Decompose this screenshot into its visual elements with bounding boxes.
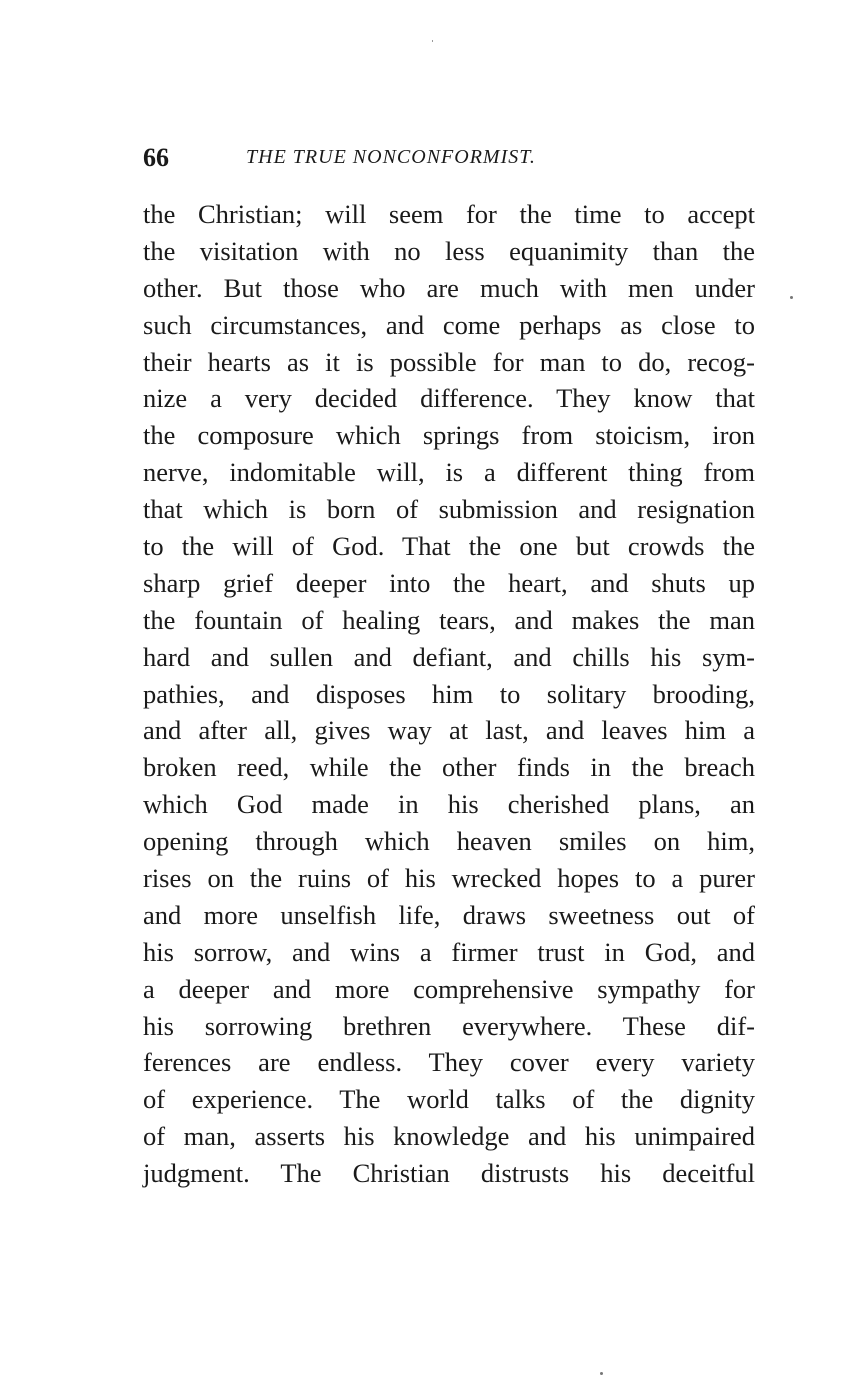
text-line <box>143 823 755 860</box>
text-line-content: that which is born of submission and resignation <box>143 494 755 525</box>
text-line <box>143 380 755 417</box>
text-line-content: their hearts as it is possible for man to do, recog- <box>143 346 755 377</box>
text-line-content: such circumstances, and come perhaps as close to <box>143 309 755 340</box>
text-line <box>143 528 755 565</box>
text-line <box>143 934 755 971</box>
text-line-content: broken reed, while the other finds in the breach <box>143 752 755 783</box>
scan-speck <box>790 296 793 299</box>
text-line <box>143 897 755 934</box>
text-line-content: the fountain of healing tears, and makes the man <box>143 604 755 635</box>
text-line-content: opening through which heaven smiles on him, <box>143 826 755 857</box>
text-line-content: to the will of God. That the one but crowds the <box>143 531 755 562</box>
text-line <box>143 454 755 491</box>
text-line <box>143 307 755 344</box>
text-line <box>143 712 755 749</box>
text-line <box>143 676 755 713</box>
text-line-content: of man, asserts his knowledge and his unimpaired <box>143 1121 755 1152</box>
scan-speck <box>432 40 433 42</box>
text-line <box>143 639 755 676</box>
text-line <box>143 749 755 786</box>
text-line-content: hard and sullen and defiant, and chills his sym- <box>143 641 755 672</box>
text-line-content: which God made in his cherished plans, an <box>143 789 755 820</box>
text-line <box>143 270 755 307</box>
text-line <box>143 1155 755 1192</box>
text-line <box>143 1118 755 1155</box>
text-line-content: and after all, gives way at last, and leaves him a <box>143 715 755 746</box>
running-title: THE TRUE NONCONFORMIST. <box>246 146 536 168</box>
page-number: 66 <box>143 143 169 172</box>
text-line-content: a deeper and more comprehensive sympathy for <box>143 973 755 1004</box>
text-line-content: the composure which springs from stoicism, iron <box>143 420 755 451</box>
text-line-content: his sorrowing brethren everywhere. These dif- <box>143 1010 755 1041</box>
text-line-content: other. But those who are much with men under <box>143 272 755 303</box>
text-line <box>143 196 755 233</box>
text-line <box>143 1008 755 1045</box>
text-line-content: his sorrow, and wins a firmer trust in God, and <box>143 936 755 967</box>
body-text <box>143 196 755 1192</box>
text-line-content: nerve, indomitable will, is a different thing from <box>143 457 755 488</box>
text-line-content: the Christian; will seem for the time to accept <box>143 199 755 229</box>
text-line <box>143 1044 755 1081</box>
text-line-content: sharp grief deeper into the heart, and shuts up <box>143 567 755 598</box>
text-line <box>143 491 755 528</box>
text-line-content: the visitation with no less equanimity than the <box>143 235 755 266</box>
page-header <box>143 143 755 177</box>
text-line-content: and more unselfish life, draws sweetness out of <box>143 899 755 930</box>
text-line <box>143 417 755 454</box>
text-line <box>143 1081 755 1118</box>
text-line-content: pathies, and disposes him to solitary brooding, <box>143 678 755 709</box>
text-line <box>143 786 755 823</box>
scan-speck <box>600 1372 603 1375</box>
text-line-content: rises on the ruins of his wrecked hopes to a purer <box>143 863 755 894</box>
text-line <box>143 971 755 1008</box>
text-line <box>143 602 755 639</box>
text-line <box>143 565 755 602</box>
text-line-content: ferences are endless. They cover every variety <box>143 1047 755 1078</box>
text-line-content: nize a very decided difference. They know that <box>143 383 755 414</box>
text-line-content: of experience. The world talks of the dignity <box>143 1084 755 1115</box>
text-line-content: judgment. The Christian distrusts his deceitful <box>143 1158 755 1189</box>
text-line <box>143 344 755 381</box>
text-line <box>143 860 755 897</box>
text-line <box>143 233 755 270</box>
